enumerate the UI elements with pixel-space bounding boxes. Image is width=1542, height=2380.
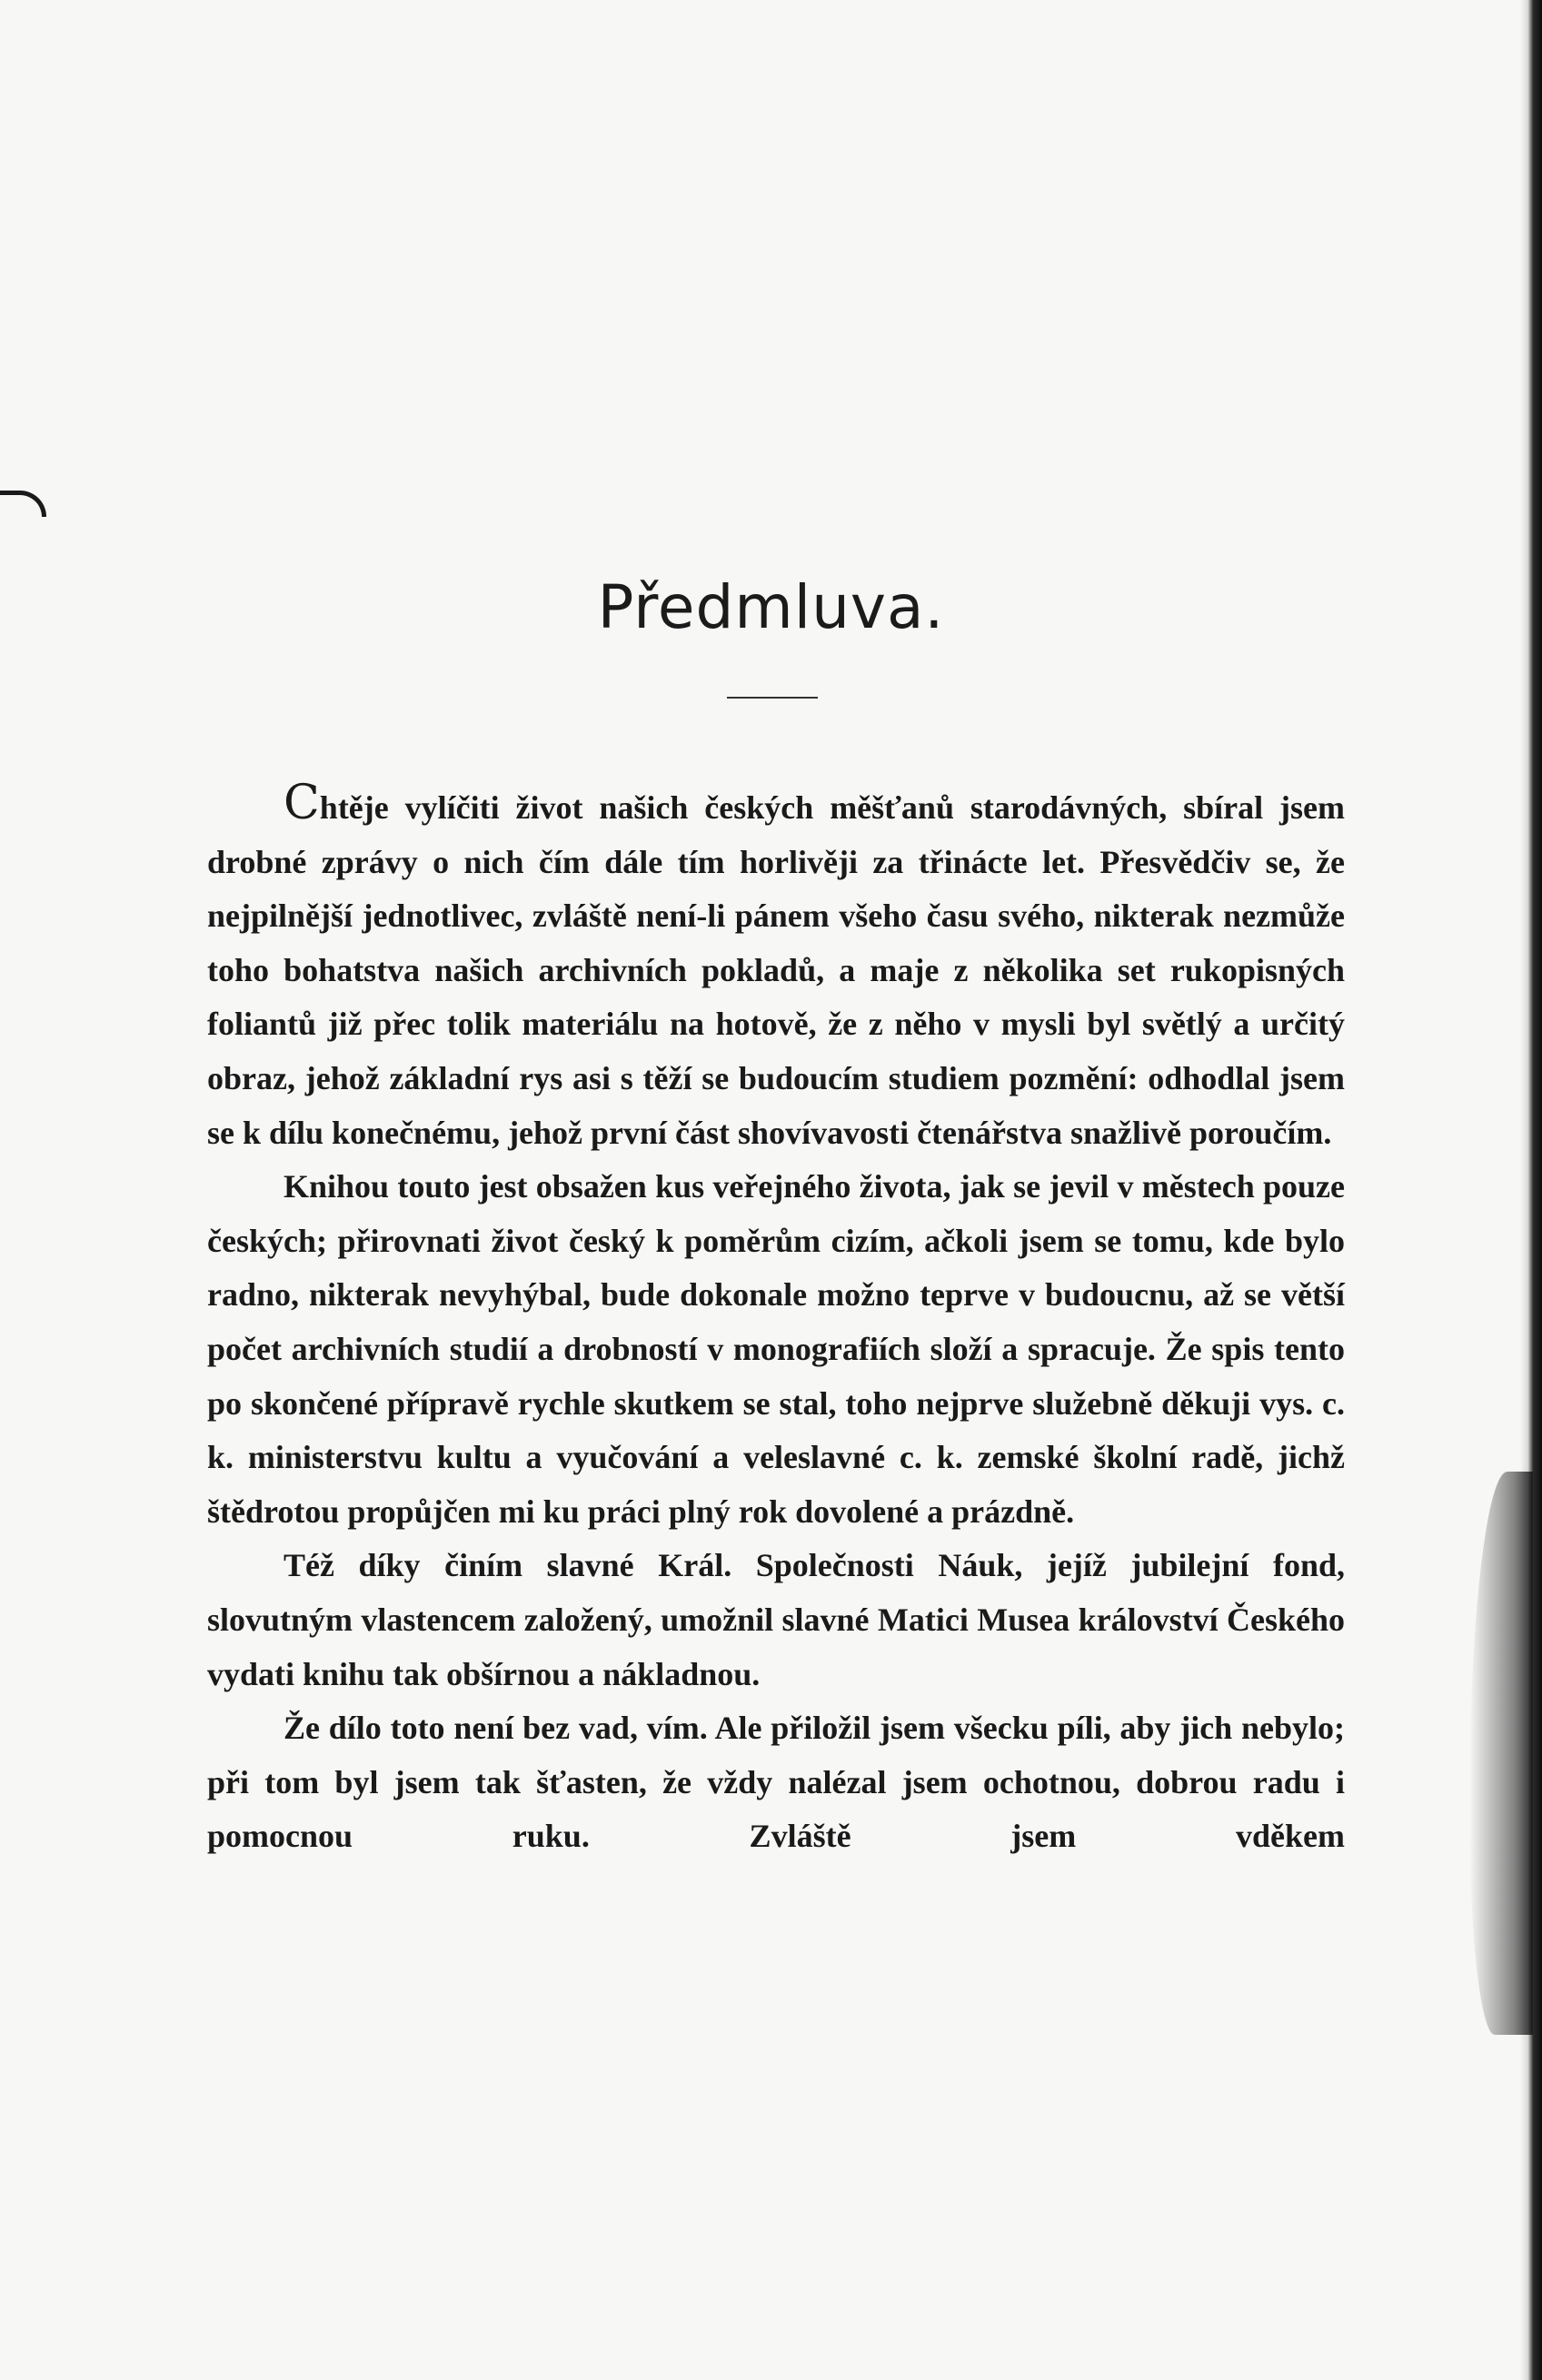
page-stain [1469, 1472, 1533, 2035]
paragraph-1 [207, 776, 1345, 1160]
drop-cap: C [284, 776, 320, 830]
paragraph-3: Též díky činím slavné Král. Společnosti Náuk, jejíž jubilejní fond, slovutným vlastencem založený, umožnil slavné Matici Musea království Českého vydati knihu tak obšírnou a nákladnou. [207, 1547, 1345, 1692]
title-divider [727, 697, 818, 699]
page-title: Předmluva. [597, 572, 945, 642]
paragraph-1-text: htěje vylíčiti život našich českých měšťanů starodávných, sbíral jsem drobné zprávy o nich čím dále tím horlivěji za třinácte let. Přesvědčiv se, že nejpilnější jednotlivec, zvláště není-li pánem všeho času svého, nikterak nezmůže toho bohatstva našich archivních pokladů, a maje z několika set rukopisných foliantů již přec tolik materiálu na hotově, že z něho v mysli byl světlý a určitý obraz, jehož základní rys asi s těží se budoucím studiem pozmění: odhodlal jsem se k dílu konečnému, jehož první část shovívavosti čtenářstva snažlivě poroučím. [207, 789, 1345, 1151]
margin-mark [0, 491, 46, 517]
paragraph-4: Že dílo toto není bez vad, vím. Ale přiložil jsem všecku píli, aby jich nebylo; při tom byl jsem tak šťasten, že vždy nalézal jsem ochotnou, dobrou radu i pomocnou ruku. Zvláště jsem vděkem [207, 1710, 1345, 1855]
preface-text [207, 776, 1345, 1864]
paragraph-2: Knihou touto jest obsažen kus veřejného života, jak se jevil v městech pouze českých; přirovnati život český k poměrům cizím, ačkoli jsem se tomu, kde bylo radno, nikterak nevyhýbal, bude dokonale možno teprve v budoucnu, až se větší počet archivních studií a drobností v monografiích složí a spracuje. Že spis tento po skončené přípravě rychle skutkem se stal, toho nejprve služebně děkuji vys. c. k. ministerstvu kultu a vyučování a veleslavné c. k. zemské školní radě, jichž štědrotou propůjčen mi ku práci plný rok dovolené a prázdně. [207, 1168, 1345, 1530]
